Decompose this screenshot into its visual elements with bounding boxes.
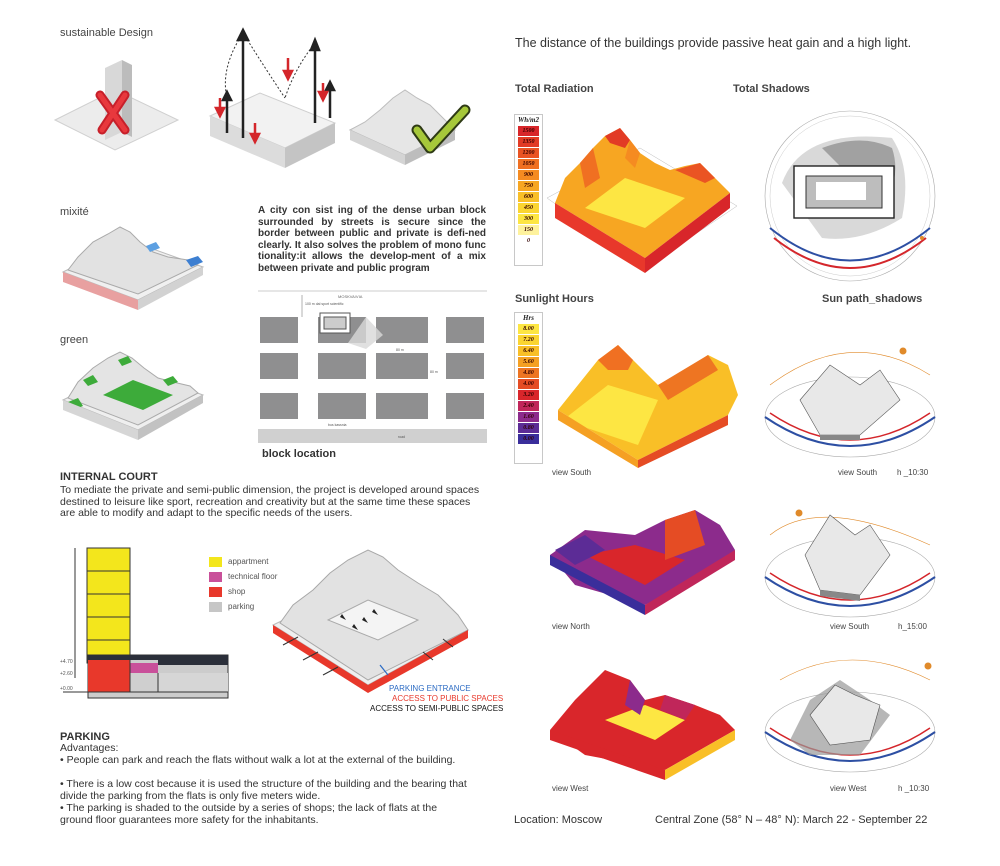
radiation-scale-title: Wh/m2: [517, 116, 539, 124]
sunlight-scale-swatch: 4.00: [518, 379, 539, 389]
semi-public-access-label: ACCESS TO SEMI-PUBLIC SPACES: [370, 704, 504, 713]
internal-court-axonometric: [268, 535, 493, 705]
parking-bullet-1: • People can park and reach the flats without walk a lot at the external of the building.: [60, 754, 456, 766]
sunlight-west-model: [545, 660, 745, 780]
view-south-label-2: view South: [838, 468, 878, 477]
public-access-label: ACCESS TO PUBLIC SPACES: [392, 694, 504, 703]
stepped-block-check-illustration: [345, 60, 475, 165]
total-shadows-diagram: [762, 108, 942, 288]
block-arrows-illustration: [205, 28, 345, 168]
wall-cross-illustration: [50, 50, 190, 155]
swatch-technical-floor: [209, 572, 222, 582]
building-section-drawing: [58, 548, 233, 703]
radiation-scale-swatch: 600: [518, 192, 539, 202]
sunlight-scale-swatch: 1.60: [518, 412, 539, 422]
time-label-1: h _10:30: [897, 468, 929, 477]
sunlight-scale-swatch: 0.80: [518, 423, 539, 433]
map-label-dist1: 100 m dal sport scientific: [305, 302, 344, 306]
sunlight-scale-swatch: 0.00: [518, 434, 539, 444]
level-label-1: +4.70: [60, 659, 73, 665]
sunlight-scale-swatch: 7.20: [518, 335, 539, 345]
sun-path-title: Sun path_shadows: [822, 293, 923, 305]
time-label-3: h _10:30: [898, 784, 930, 793]
parking-bullet-2: • There is a low cost because it is used the structure of the building and the bearing that divide the parking from the flats is only five meters wide.: [60, 778, 467, 802]
view-south-label-1: view South: [552, 468, 592, 477]
city-block-text: A city con sist ing of the dense urban block surrounded by streets is secure since the border between public and private is defi-ned clearly. It also solves the problem of mono func tionality:it allows the develop-ment of a mix between private and public program: [258, 205, 486, 274]
swatch-parking: [209, 602, 222, 612]
parking-title: PARKING: [60, 731, 110, 743]
sun-path-diagram-3: [760, 660, 940, 790]
mixite-illustration: [58, 212, 208, 312]
level-label-2: +2.60: [60, 671, 73, 677]
total-shadows-title: Total Shadows: [733, 83, 810, 95]
radiation-model: [545, 108, 740, 278]
sunlight-scale-swatch: 3.20: [518, 390, 539, 400]
total-radiation-title: Total Radiation: [515, 83, 594, 95]
radiation-scale-swatch: 150: [518, 225, 539, 235]
internal-court-title: INTERNAL COURT: [60, 471, 158, 483]
sunlight-scale-swatch: 8.00: [518, 324, 539, 334]
view-west-label-2: view West: [830, 784, 867, 793]
map-label-top: MOSKVA/VIA: [338, 294, 363, 299]
view-west-label: view West: [552, 784, 589, 793]
sunlight-hours-title: Sunlight Hours: [515, 293, 594, 305]
level-label-3: +0.00: [60, 686, 73, 692]
view-north-label: view North: [552, 622, 590, 631]
green-illustration: [58, 340, 208, 450]
main-heading: The distance of the buildings provide passive heat gain and a high light.: [515, 36, 912, 50]
radiation-scale-swatch: 450: [518, 203, 539, 213]
location-label: Location: Moscow: [514, 814, 603, 826]
sunlight-north-model: [545, 505, 745, 615]
parking-bullet-3: • The parking is shaded to the outside by a series of shops; the lack of flats at the ground floor guarantees more safety for the inhabitants.: [60, 802, 438, 826]
swatch-appartment: [209, 557, 222, 567]
map-label-road: road: [398, 435, 406, 439]
mixite-title: mixité: [60, 206, 89, 218]
radiation-scale-swatch: 300: [518, 214, 539, 224]
time-label-2: h_15:00: [898, 622, 927, 631]
key-appartment: appartment: [209, 557, 268, 567]
map-label-dist3: 80 m: [430, 370, 438, 374]
zone-label: Central Zone (58° N – 48° N): March 22 - September 22: [655, 814, 928, 826]
radiation-scale-swatch: 1350: [518, 137, 539, 147]
radiation-scale-swatch: 900: [518, 170, 539, 180]
green-title: green: [60, 334, 89, 346]
radiation-scale-swatch: 1200: [518, 148, 539, 158]
map-label-dist2: 80 m: [396, 348, 404, 352]
swatch-shop: [209, 587, 222, 597]
internal-court-text: To mediate the private and semi-public dimension, the project is developed around spaces destined to leisure like sport, recreation and creativity but at the same time these spaces are able to modify and adapt to the specific needs of the users.: [60, 484, 480, 519]
map-label-bottom: bus kassnia: [328, 423, 347, 427]
block-location-map: [258, 287, 487, 447]
radiation-scale-swatch: 1050: [518, 159, 539, 169]
parking-entrance-label: PARKING ENTRANCE: [389, 684, 471, 693]
sun-path-diagram-1: [760, 345, 940, 480]
radiation-scale-swatch: 0: [518, 236, 539, 246]
sunlight-scale-swatch: 4.80: [518, 368, 539, 378]
key-parking: parking: [209, 602, 254, 612]
key-technical-floor: technical floor: [209, 572, 277, 582]
block-location-title: block location: [262, 448, 336, 460]
sunlight-south-model: [548, 340, 748, 470]
view-south-label-3: view South: [830, 622, 870, 631]
sustainable-design-title: sustainable Design: [60, 27, 153, 39]
radiation-scale-legend: [514, 114, 543, 266]
sunlight-scale-title: Hrs: [523, 314, 534, 322]
key-shop: shop: [209, 587, 245, 597]
sunlight-scale-legend: [514, 312, 543, 464]
sun-path-diagram-2: [760, 505, 940, 635]
radiation-scale-swatch: 750: [518, 181, 539, 191]
sunlight-scale-swatch: 2.40: [518, 401, 539, 411]
parking-advantages-label: Advantages:: [60, 742, 119, 754]
sunlight-scale-swatch: 5.60: [518, 357, 539, 367]
radiation-scale-swatch: 1500: [518, 126, 539, 136]
sunlight-scale-swatch: 6.40: [518, 346, 539, 356]
